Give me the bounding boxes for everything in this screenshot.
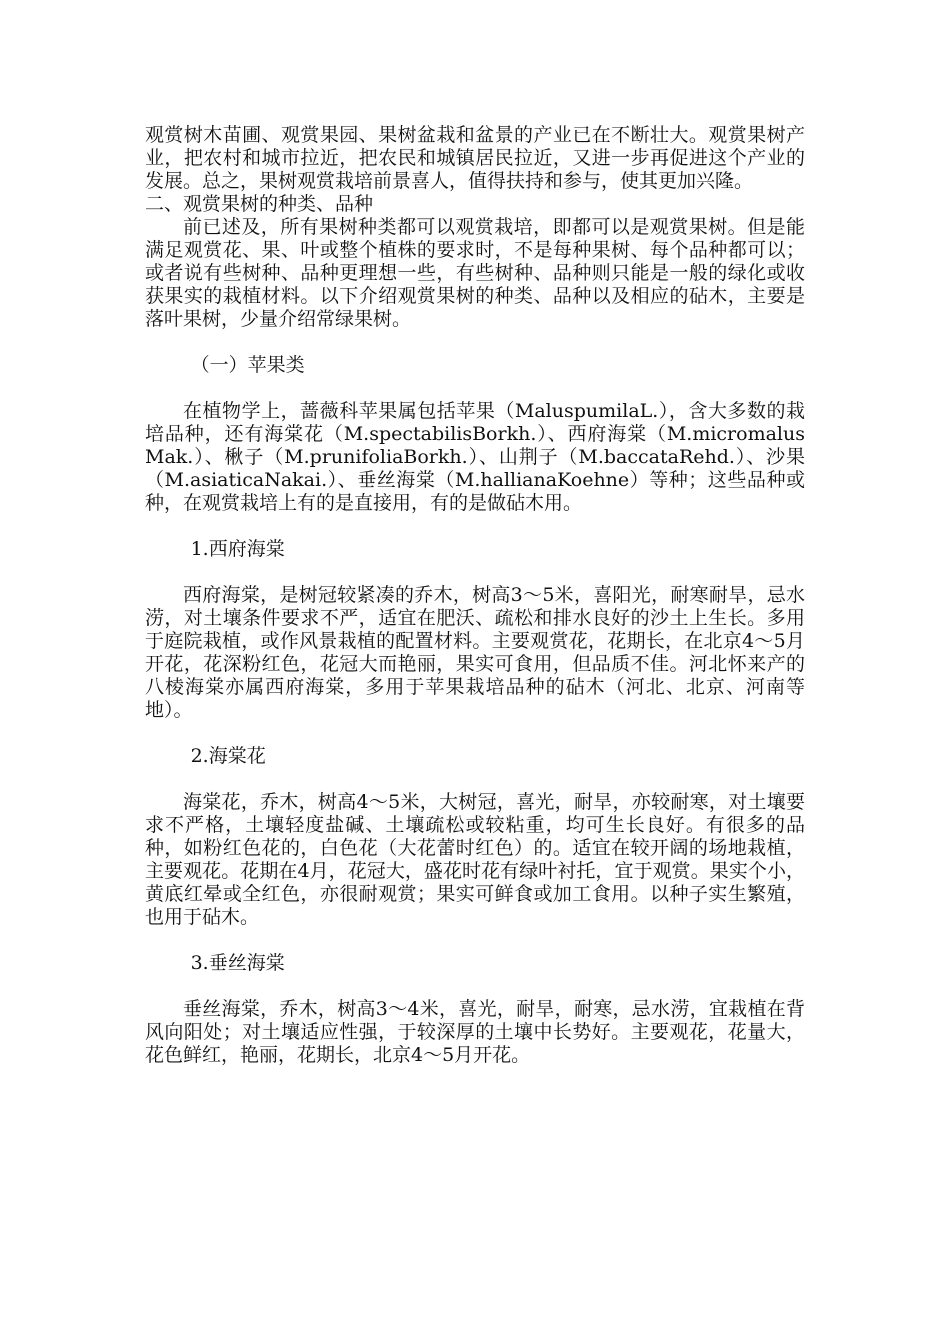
item-1-body: 西府海棠，是树冠较紧凑的乔木，树高3～5米，喜阳光，耐寒耐旱，忌水涝，对土壤条件要求不严，适宜在肥沃、疏松和排水良好的沙土上生长。多用于庭院栽植，或作风景栽植的配置材料。主要观赏花，花期长，在北京4～5月开花，花深粉红色，花冠大而艳丽，果实可食用，但品质不佳。河北怀来产的八棱海棠亦属西府海棠，多用于苹果栽培品种的砧木（河北、北京、河南等地）。	[145, 584, 805, 721]
section-2-body: 前已述及，所有果树种类都可以观赏栽培，即都可以是观赏果树。但是能满足观赏花、果、叶或整个植株的要求时，不是每种果树、每个品种都可以；或者说有些树种、品种更理想一些，有些树种、品种则只能是一般的绿化或收获果实的栽植材料。以下介绍观赏果树的种类、品种以及相应的砧木，主要是落叶果树，少量介绍常绿果树。	[145, 216, 805, 330]
section-2-heading: 二、观赏果树的种类、品种	[145, 193, 374, 215]
item-3-heading: 3.垂丝海棠	[190, 952, 285, 974]
item-3-body: 垂丝海棠，乔木，树高3～4米，喜光，耐旱，耐寒，忌水涝，宜栽植在背风向阳处；对土壤适应性强，于较深厚的土壤中长势好。主要观花，花量大，花色鲜红，艳丽，花期长，北京4～5月开花。	[145, 998, 805, 1066]
apple-category-heading: （一）苹果类	[190, 354, 305, 376]
item-2-heading: 2.海棠花	[190, 745, 266, 767]
apple-category-body: 在植物学上，蔷薇科苹果属包括苹果（MaluspumilaL.），含大多数的栽培品种，还有海棠花（M.spectabilisBorkh.）、西府海棠（M.micromalusMak.）、楸子（M.prunifoliaBorkh.）、山荆子（M.baccataRehd.）、沙果（M.asiaticaNakai.）、垂丝海棠（M.hallianaKoehne）等种；这些品种或种，在观赏栽培上有的是直接用，有的是做砧木用。	[145, 400, 805, 514]
item-2-body: 海棠花，乔木，树高4～5米，大树冠，喜光，耐旱，亦较耐寒，对土壤要求不严格，土壤轻度盐碱、土壤疏松或较粘重，均可生长良好。有很多的品种，如粉红色花的，白色花（大花蕾时红色）的。适宜在较开阔的场地栽植，主要观花。花期在4月，花冠大，盛花时花有绿叶衬托，宜于观赏。果实个小，黄底红晕或全红色，亦很耐观赏；果实可鲜食或加工食用。以种子实生繁殖，也用于砧木。	[145, 791, 805, 928]
document-page	[145, 124, 805, 1067]
intro-continuation-paragraph: 观赏树木苗圃、观赏果园、果树盆栽和盆景的产业已在不断壮大。观赏果树产业，把农村和城市拉近，把农民和城镇居民拉近，又进一步再促进这个产业的发展。总之，果树观赏栽培前景喜人，值得扶持和参与，使其更加兴隆。	[145, 124, 805, 192]
item-1-heading: 1.西府海棠	[190, 538, 285, 560]
